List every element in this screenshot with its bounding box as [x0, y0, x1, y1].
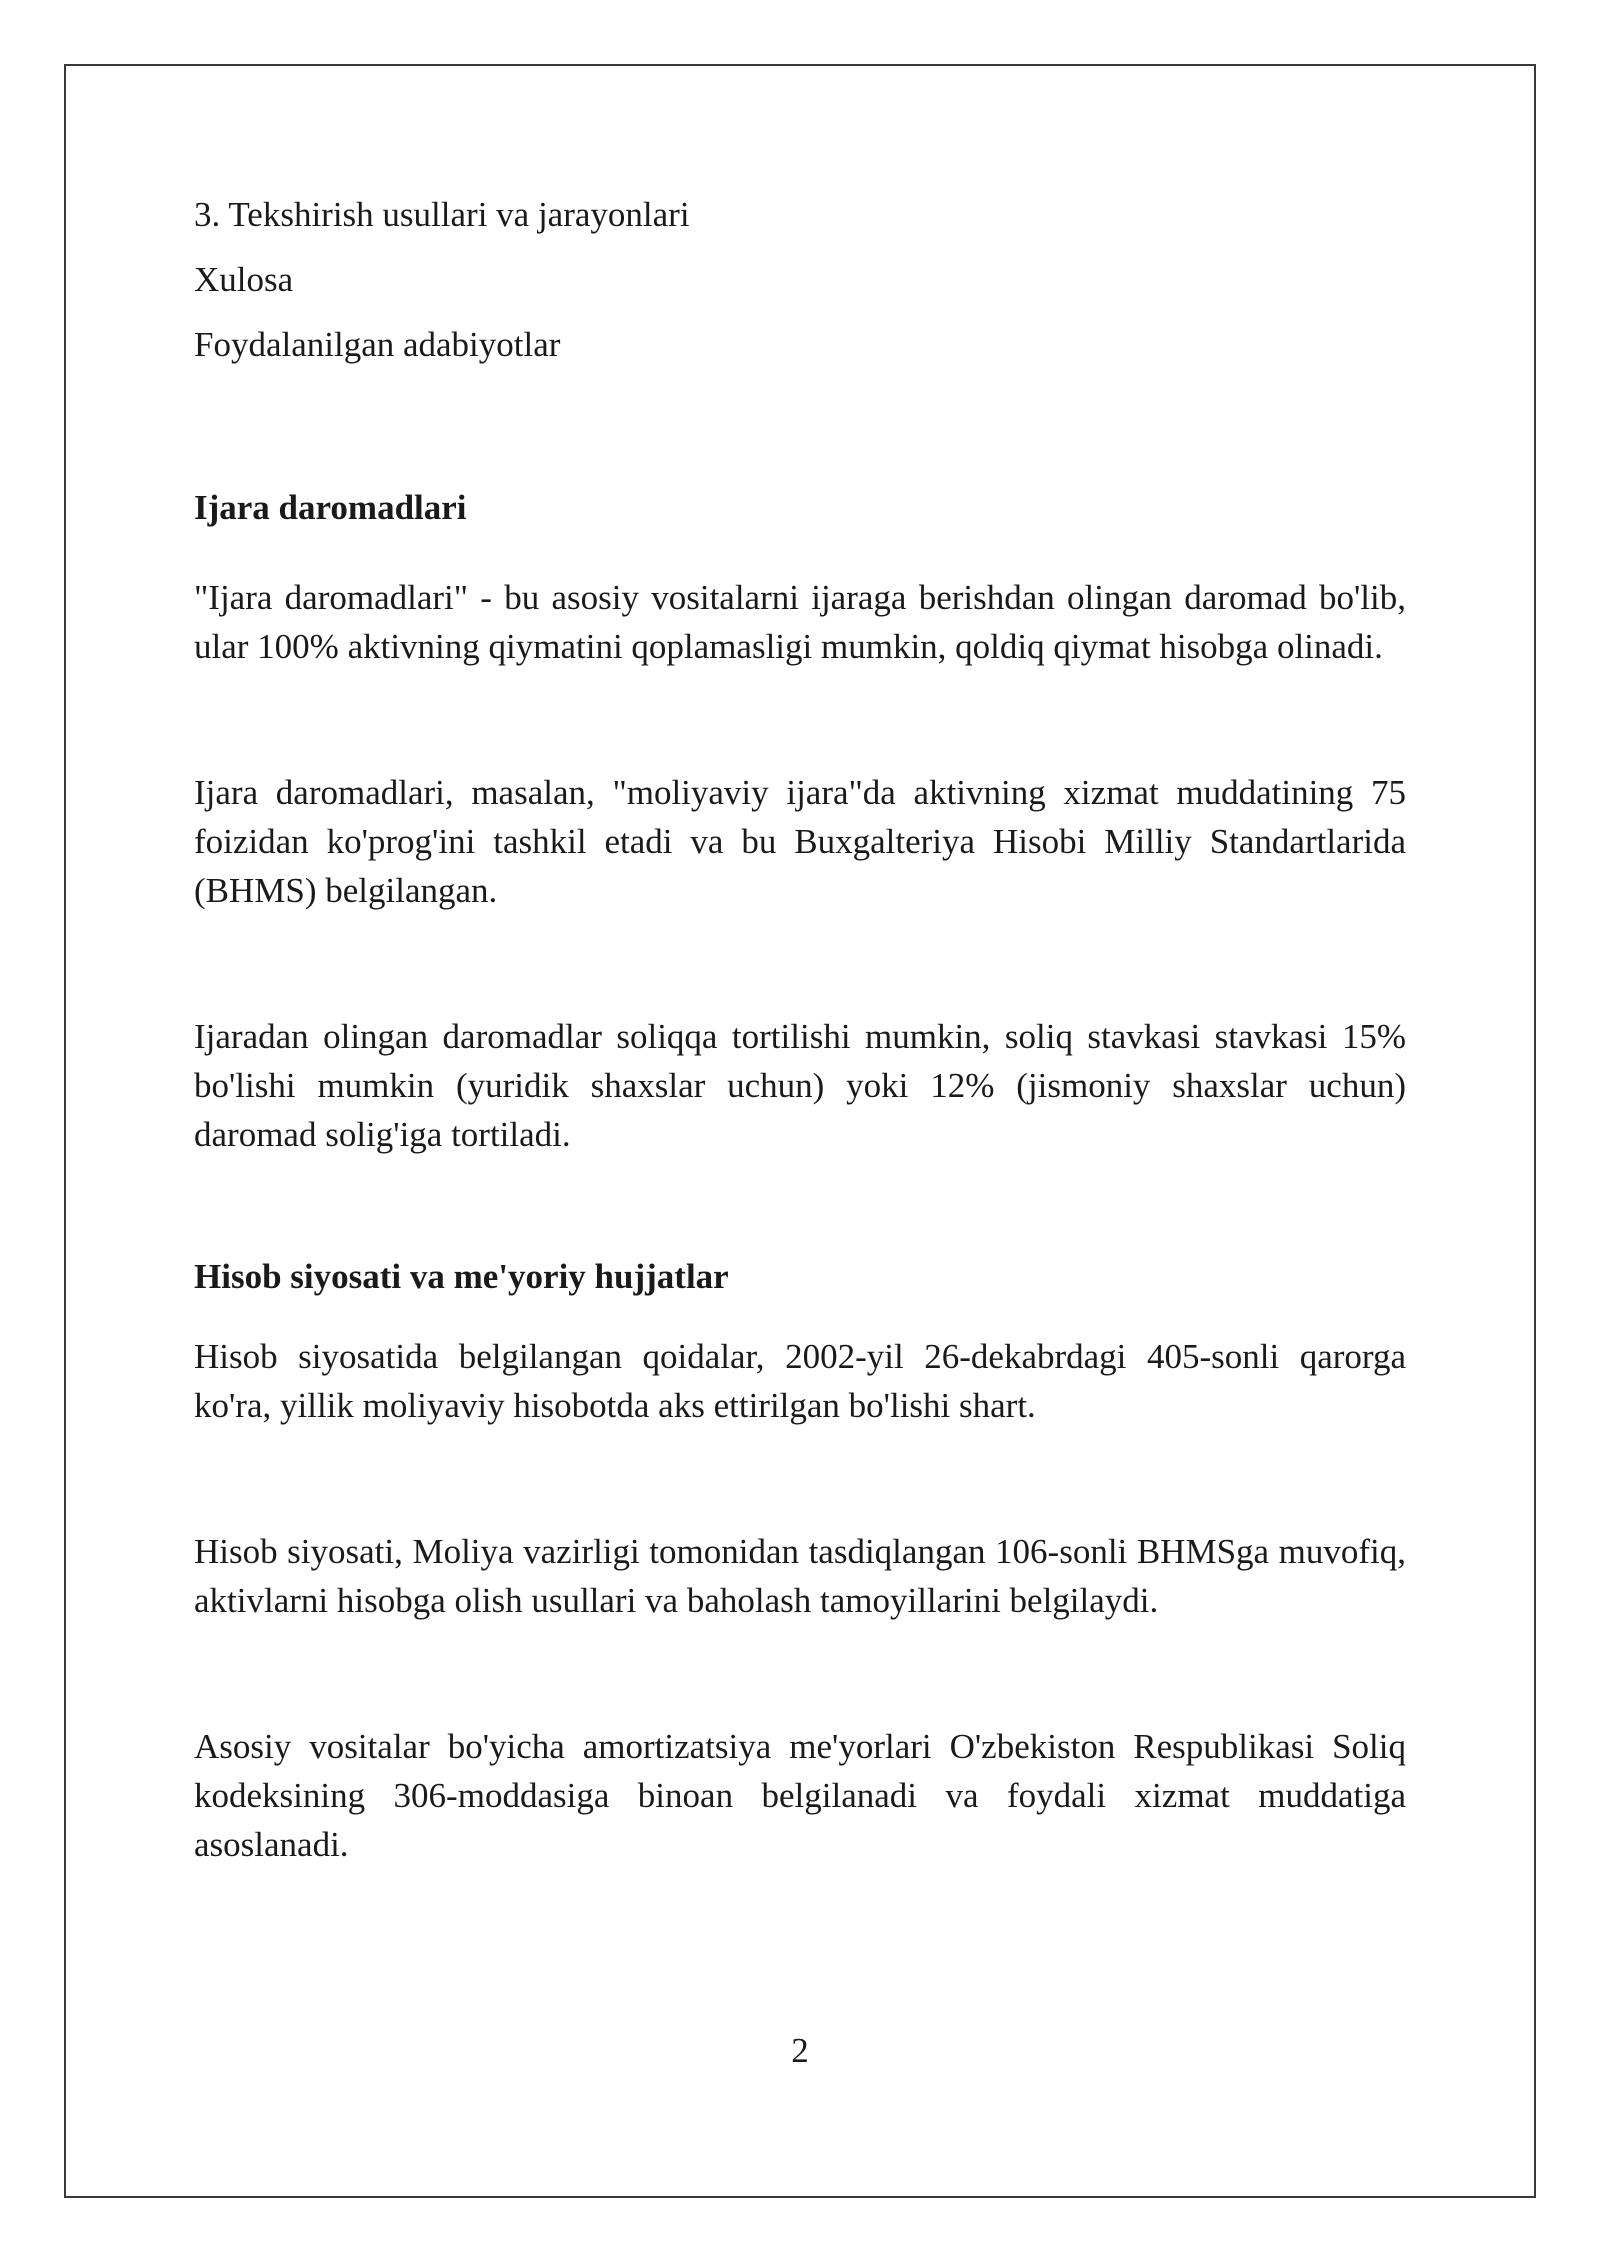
toc-item-checking-methods: 3. Tekshirish usullari va jarayonlari [194, 195, 690, 234]
paragraph-depreciation-norms: Asosiy vositalar bo'yicha amortizatsiya me'yorlari O'zbekiston Respublikasi Soliq kodeksining 306-moddasiga binoan belgilanadi va foydali xizmat muddatiga asoslanadi. [194, 1727, 1406, 1864]
paragraph-policy-bhms: Hisob siyosati, Moliya vazirligi tomonidan tasdiqlangan 106-sonli BHMSga muvofiq, aktivlarni hisobga olish usullari va baholash tamoyillarini belgilaydi. [194, 1532, 1406, 1620]
paragraph-rental-income-definition: "Ijara daromadlari" - bu asosiy vositalarni ijaraga berishdan olingan daromad bo'lib, ular 100% aktivning qiymatini qoplamasligi mumkin, qoldiq qiymat hisobga olinadi. [194, 578, 1406, 666]
paragraph-policy-rules: Hisob siyosatida belgilangan qoidalar, 2002-yil 26-dekabrdagi 405-sonli qarorga ko'ra, yillik moliyaviy hisobotda aks ettirilgan bo'lishi shart. [194, 1337, 1406, 1425]
page-number: 2 [791, 2031, 809, 2070]
section-heading-accounting-policy: Hisob siyosati va me'yoriy hujjatlar [194, 1257, 729, 1296]
toc-item-references: Foydalanilgan adabiyotlar [194, 325, 561, 364]
paragraph-financial-lease: Ijara daromadlari, masalan, "moliyaviy ijara"da aktivning xizmat muddatining 75 foizidan ko'prog'ini tashkil etadi va bu Buxgalteriya Hisobi Milliy Standartlarida (BHMS) belgilangan. [194, 773, 1406, 910]
paragraph-rental-tax: Ijaradan olingan daromadlar soliqqa tortilishi mumkin, soliq stavkasi stavkasi 15% bo'lishi mumkin (yuridik shaxslar uchun) yoki 12% (jismoniy shaxslar uchun) daromad solig'iga tortiladi. [194, 1017, 1406, 1154]
document-body [194, 190, 1406, 1869]
toc-item-conclusion: Xulosa [194, 260, 294, 299]
section-heading-rental-income: Ijara daromadlari [194, 488, 467, 527]
